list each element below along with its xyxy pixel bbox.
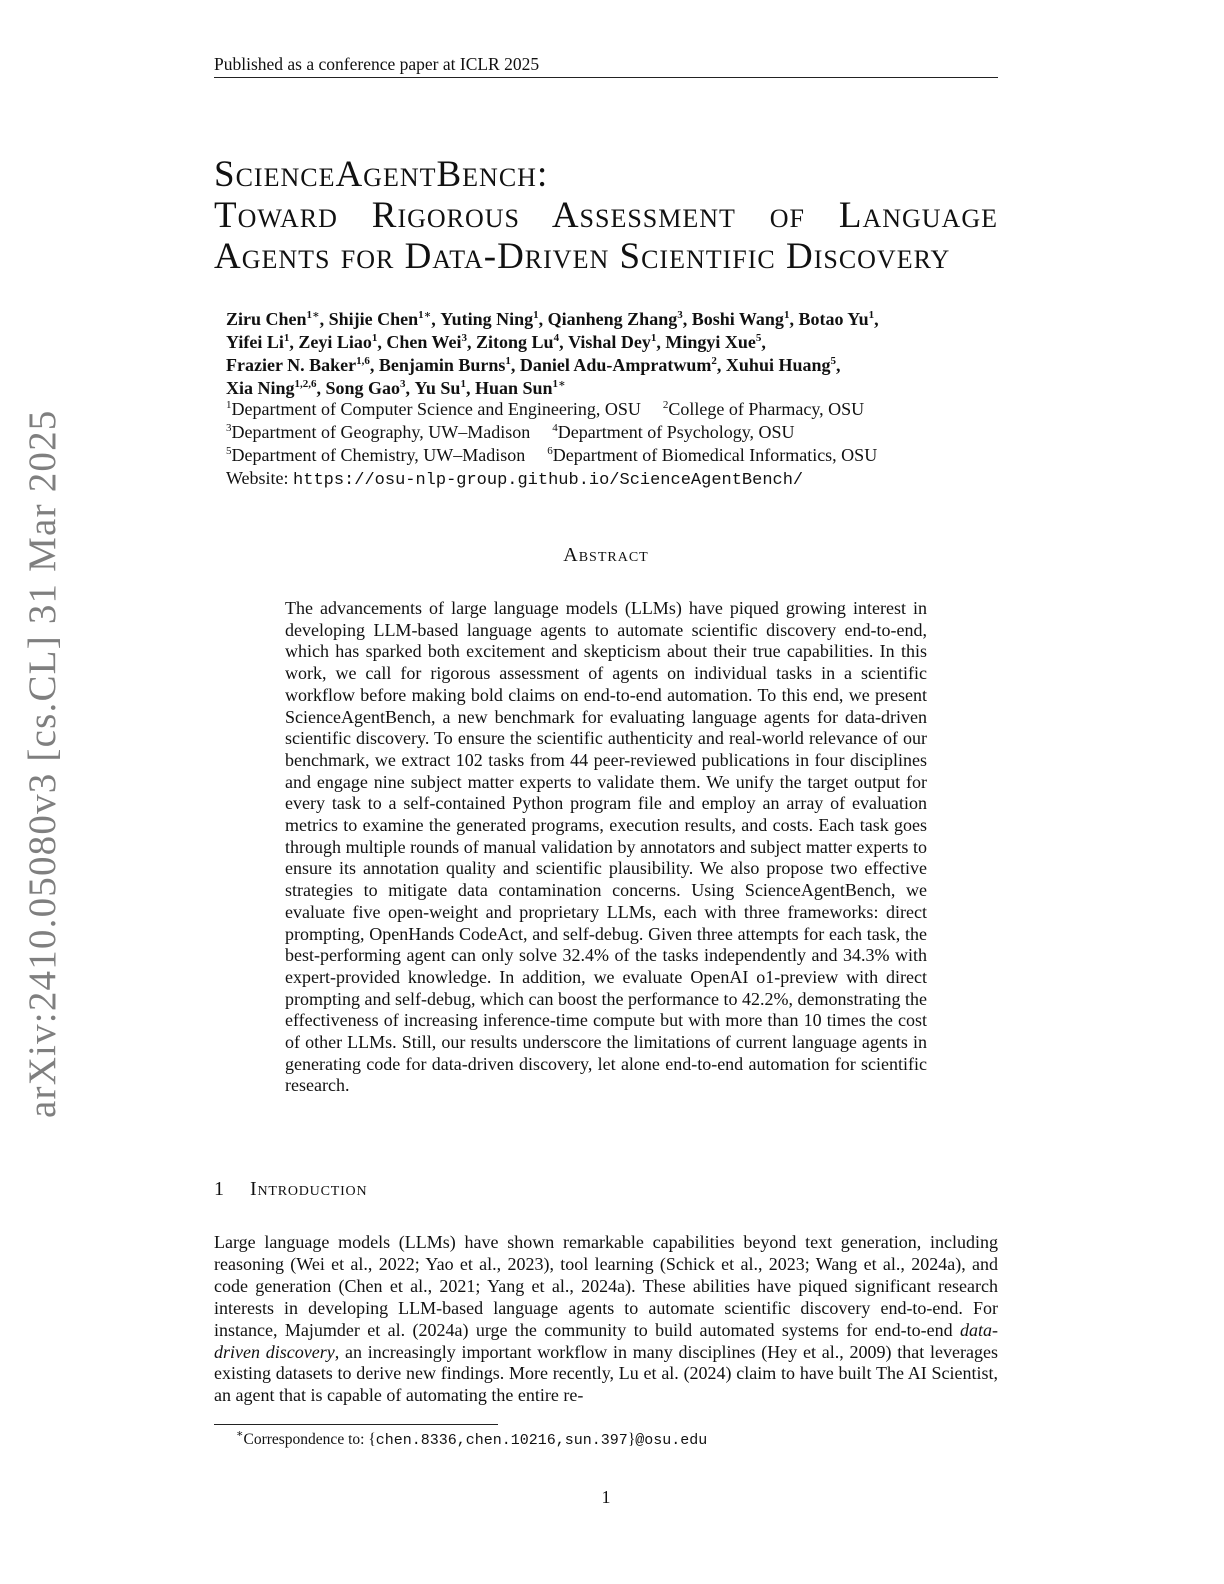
author-line: Xia Ning$^{1,2,6}$, Song Gao$^3$, Yu Su$^1$, Huan Sun$^{1∗}$ [226,378,566,398]
website-row [226,467,996,492]
title-line-1: ScienceAgentBench: [214,154,549,195]
introduction-text: Large language models (LLMs) have shown remarkable capabilities beyond text generation, including reasoning (Wei et al., 2022; Yao et al., 2023), tool learning (Schick et al., 2023; Wang et al., 2024a), and code generation (Chen et al., 2021; Yang et al., 2024a). These abilities have piqued significant research interests in developing LLM-based language agents to automate scientific discovery end-to-end. For instance, Majumder et al. (2024a) urge the community to build automated systems for end-to-end data-driven discovery, an increasingly important workflow in many disciplines (Hey et al., 2009) that leverages existing datasets to derive new findings. More recently, Lu et al. (2024) claim to have built The AI Scientist, an agent that is capable of automating the entire re- [214,1232,998,1406]
author-list [226,308,996,400]
website-link[interactable]: https://osu-nlp-group.github.io/ScienceAgentBench/ [293,471,804,490]
affiliation-row: $^5$Department of Chemistry, UW–Madison $^6$Department of Biomedical Informatics, OSU [226,445,878,465]
website-label: Website: [226,468,289,488]
section-number: 1 [214,1178,225,1200]
arxiv-stamp[interactable]: arXiv:2410.05080v3 [cs.CL] 31 Mar 2025 [21,409,64,1118]
abstract-text: The advancements of large language models (LLMs) have piqued growing interest in developing LLM-based language agents to automate scientific discovery end-to-end, which has sparked both excitement and skepticism about their true capabilities. In this work, we call for rigorous assessment of agents on individual tasks in a scientific workflow before making bold claims on end-to-end automation. To this end, we present ScienceAgentBench, a new benchmark for evaluating language agents for data-driven scientific discovery. To ensure the scientific authenticity and real-world relevance of our benchmark, we extract 102 tasks from 44 peer-reviewed publications in four disciplines and engage nine subject matter experts to validate them. We unify the target output for every task to a self-contained Python program file and employ an array of evaluation metrics to examine the generated programs, execution results, and costs. Each task goes through multiple rounds of manual validation by annotators and subject matter experts to ensure its annotation quality and scientific plausibility. We also propose two effective strategies to mitigate data contamination concerns. Using ScienceAgentBench, we evaluate five open-weight and proprietary LLMs, each with three frameworks: direct prompting, OpenHands CodeAct, and self-debug. Given three attempts for each task, the best-performing agent can only solve 32.4% of the tasks independently and 34.3% with expert-provided knowledge. In addition, we evaluate OpenAI o1-preview with direct prompting and self-debug, which can boost the performance to 42.2%, demonstrating the effectiveness of increasing inference-time compute but with more than 10 times the cost of other LLMs. Still, our results underscore the limitations of current language agents in generating code for data-driven discovery, let alone end-to-end automation for scientific research. [285,598,927,1096]
author-line: Yifei Li$^1$, Zeyi Liao$^1$, Chen Wei$^3$, Zitong Lu$^4$, Vishal Dey$^1$, Mingyi Xue$^5$, [226,332,766,352]
running-header: Published as a conference paper at ICLR 2025 [214,52,998,78]
abstract-heading: Abstract [563,544,649,566]
affiliation-row: $^3$Department of Geography, UW–Madison $^4$Department of Psychology, OSU [226,422,795,442]
affiliations [226,398,996,492]
footnote: ∗Correspondence to: {chen.8336,chen.10216,sun.397}@osu.edu [236,1428,708,1449]
page-number: 1 [601,1487,611,1507]
author-line: Frazier N. Baker$^{1,6}$, Benjamin Burns$^1$, Daniel Adu-Ampratwum$^2$, Xuhui Huang$^5$, [226,355,841,375]
emphasis: data-driven discovery [214,1319,998,1362]
paper-title [214,154,998,277]
section-heading-introduction [214,1178,367,1201]
footnote-rule [214,1424,498,1425]
title-line-3: Agents for Data-Driven Scientific Discovery [214,236,951,277]
section-title: Introduction [250,1178,368,1200]
footnote-emails: chen.8336,chen.10216,sun.397 [375,1432,628,1449]
author-line: Ziru Chen$^{1∗}$, Shijie Chen$^{1∗}$, Yuting Ning$^1$, Qianheng Zhang$^3$, Boshi Wang$^1$, Botao Yu$^1$, [226,309,879,329]
affiliation-row: $^1$Department of Computer Science and Engineering, OSU $^2$College of Pharmacy, OSU [226,399,865,419]
title-line-2: Toward Rigorous Assessment of Language [214,195,998,236]
